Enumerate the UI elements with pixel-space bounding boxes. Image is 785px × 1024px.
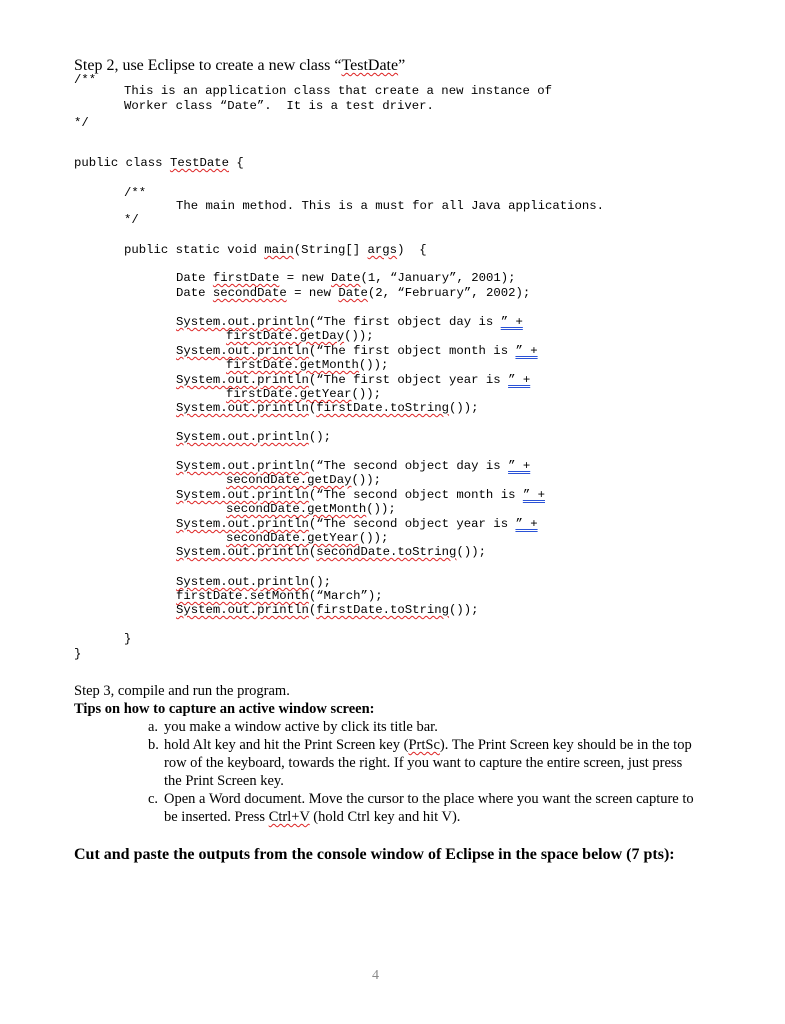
doc-comment-line: This is an application class that create a new instance of: [124, 84, 553, 98]
main-signature: public static void main(String[] args) {: [124, 243, 427, 257]
code-line-println: System.out.println(firstDate.toString());: [176, 603, 479, 617]
code-line-date1: Date firstDate = new Date(1, “January”, 2001);: [176, 271, 516, 285]
class-declaration: public class TestDate {: [74, 156, 244, 170]
doc-comment-close: */: [74, 116, 89, 130]
code-line-continuation: secondDate.getYear());: [226, 531, 389, 545]
method-doc-open: /**: [124, 186, 147, 200]
list-item: c. Open a Word document. Move the cursor to the place where you want the screen capture to be inserted. Press Ctrl+V (hold Ctrl key and hit V).: [148, 791, 694, 825]
code-line-date2: Date secondDate = new Date(2, “February”, 2002);: [176, 286, 531, 300]
code-line-continuation: firstDate.getMonth());: [226, 358, 389, 372]
code-line-println: System.out.println(“The first object month is ” +: [176, 344, 538, 358]
step3-heading: Step 3, compile and run the program.: [74, 683, 290, 699]
code-line-continuation: secondDate.getMonth());: [226, 502, 396, 516]
page-number: 4: [372, 968, 379, 983]
code-line-println: System.out.println(“The second object year is ” +: [176, 517, 538, 531]
closing-brace-method: }: [124, 632, 132, 646]
method-doc-text: The main method. This is a must for all Java applications.: [176, 199, 605, 213]
code-line-continuation: secondDate.getDay());: [226, 473, 381, 487]
doc-comment-open: /**: [74, 73, 97, 87]
class-name-ref: TestDate: [341, 57, 399, 74]
doc-comment-line: Worker class “Date”. It is a test driver.: [124, 99, 434, 113]
list-item: b. hold Alt key and hit the Print Screen key (PrtSc). The Print Screen key should be in the top row of the keyboard, towards the right. If you want to capture the entire screen, just press the Print Screen key.: [148, 737, 692, 789]
code-line-println: System.out.println(“The first object year is ” +: [176, 373, 531, 387]
step2-heading: Step 2, use Eclipse to create a new class “TestDate”: [74, 57, 406, 74]
method-doc-close: */: [124, 213, 139, 227]
code-line-continuation: firstDate.getYear());: [226, 387, 381, 401]
code-line-setmonth: firstDate.setMonth(“March”);: [176, 589, 383, 603]
code-line-println: System.out.println(“The first object day is ” +: [176, 315, 523, 329]
instruction-text: Cut and paste the outputs from the console window of Eclipse in the space below (7 pts):: [74, 846, 675, 863]
tips-heading: Tips on how to capture an active window screen:: [74, 701, 375, 717]
list-item: a. you make a window active by click its title bar.: [148, 719, 438, 735]
code-line-continuation: firstDate.getDay());: [226, 329, 374, 343]
code-line-println: System.out.println(secondDate.toString());: [176, 545, 486, 559]
code-line-println-empty: System.out.println();: [176, 430, 331, 444]
code-line-println: System.out.println(“The second object day is ” +: [176, 459, 531, 473]
code-line-println: System.out.println(“The second object month is ” +: [176, 488, 545, 502]
closing-brace-class: }: [74, 647, 82, 661]
code-line-println: System.out.println(firstDate.toString());: [176, 401, 479, 415]
code-line-println-empty: System.out.println();: [176, 575, 331, 589]
